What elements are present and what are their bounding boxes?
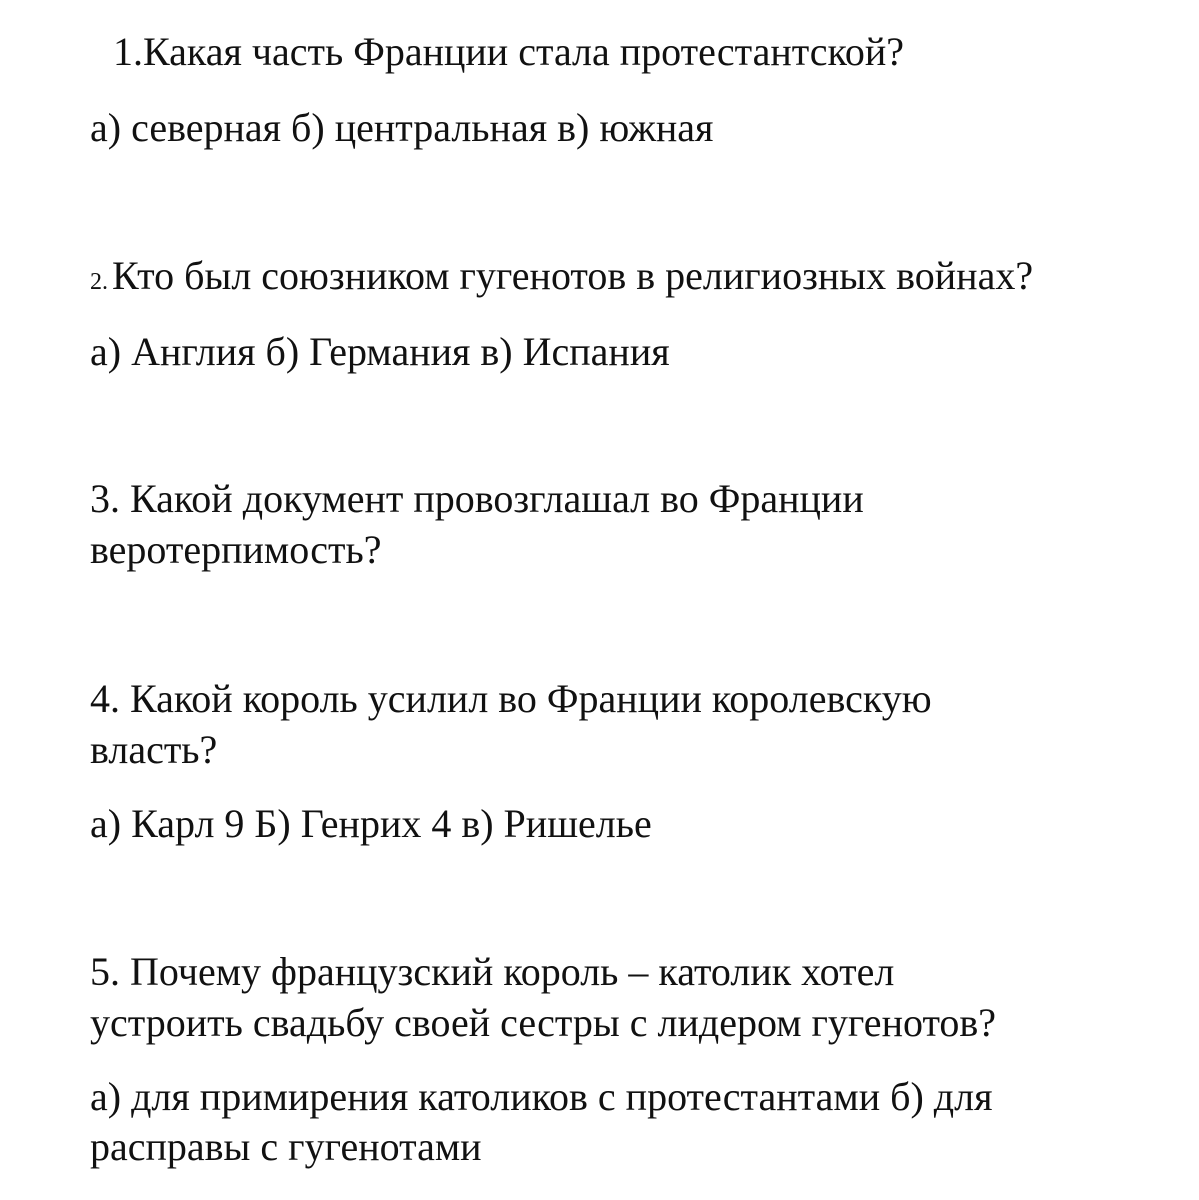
question-5-answers-line-1: а) для примирения католиков с протестантами б) для xyxy=(90,1074,993,1119)
question-4-answers: а) Карл 9 Б) Генрих 4 в) Ришелье xyxy=(90,801,652,846)
question-3-text-line-2: веротерпимость? xyxy=(90,527,382,572)
question-1-text: 1.Какая часть Франции стала протестантской? xyxy=(113,29,905,74)
question-5-text-line-2: устроить свадьбу своей сестры с лидером гугенотов? xyxy=(90,1000,997,1045)
question-4-text-line-1: 4. Какой король усилил во Франции королевскую xyxy=(90,676,932,721)
question-2-body: Кто был союзником гугенотов в религиозных войнах? xyxy=(112,253,1034,298)
question-4-text-line-2: власть? xyxy=(90,727,218,772)
question-2-text xyxy=(90,253,1033,305)
question-3-text-line-1: 3. Какой документ провозглашал во Франции xyxy=(90,476,864,521)
question-1-answers: а) северная б) центральная в) южная xyxy=(90,105,714,150)
question-5-text-line-1: 5. Почему французский король – католик хотел xyxy=(90,949,895,994)
question-2-answers: а) Англия б) Германия в) Испания xyxy=(90,329,670,374)
question-5-answers-line-2: расправы с гугенотами xyxy=(90,1124,482,1169)
question-2-number: 2. xyxy=(90,269,108,295)
